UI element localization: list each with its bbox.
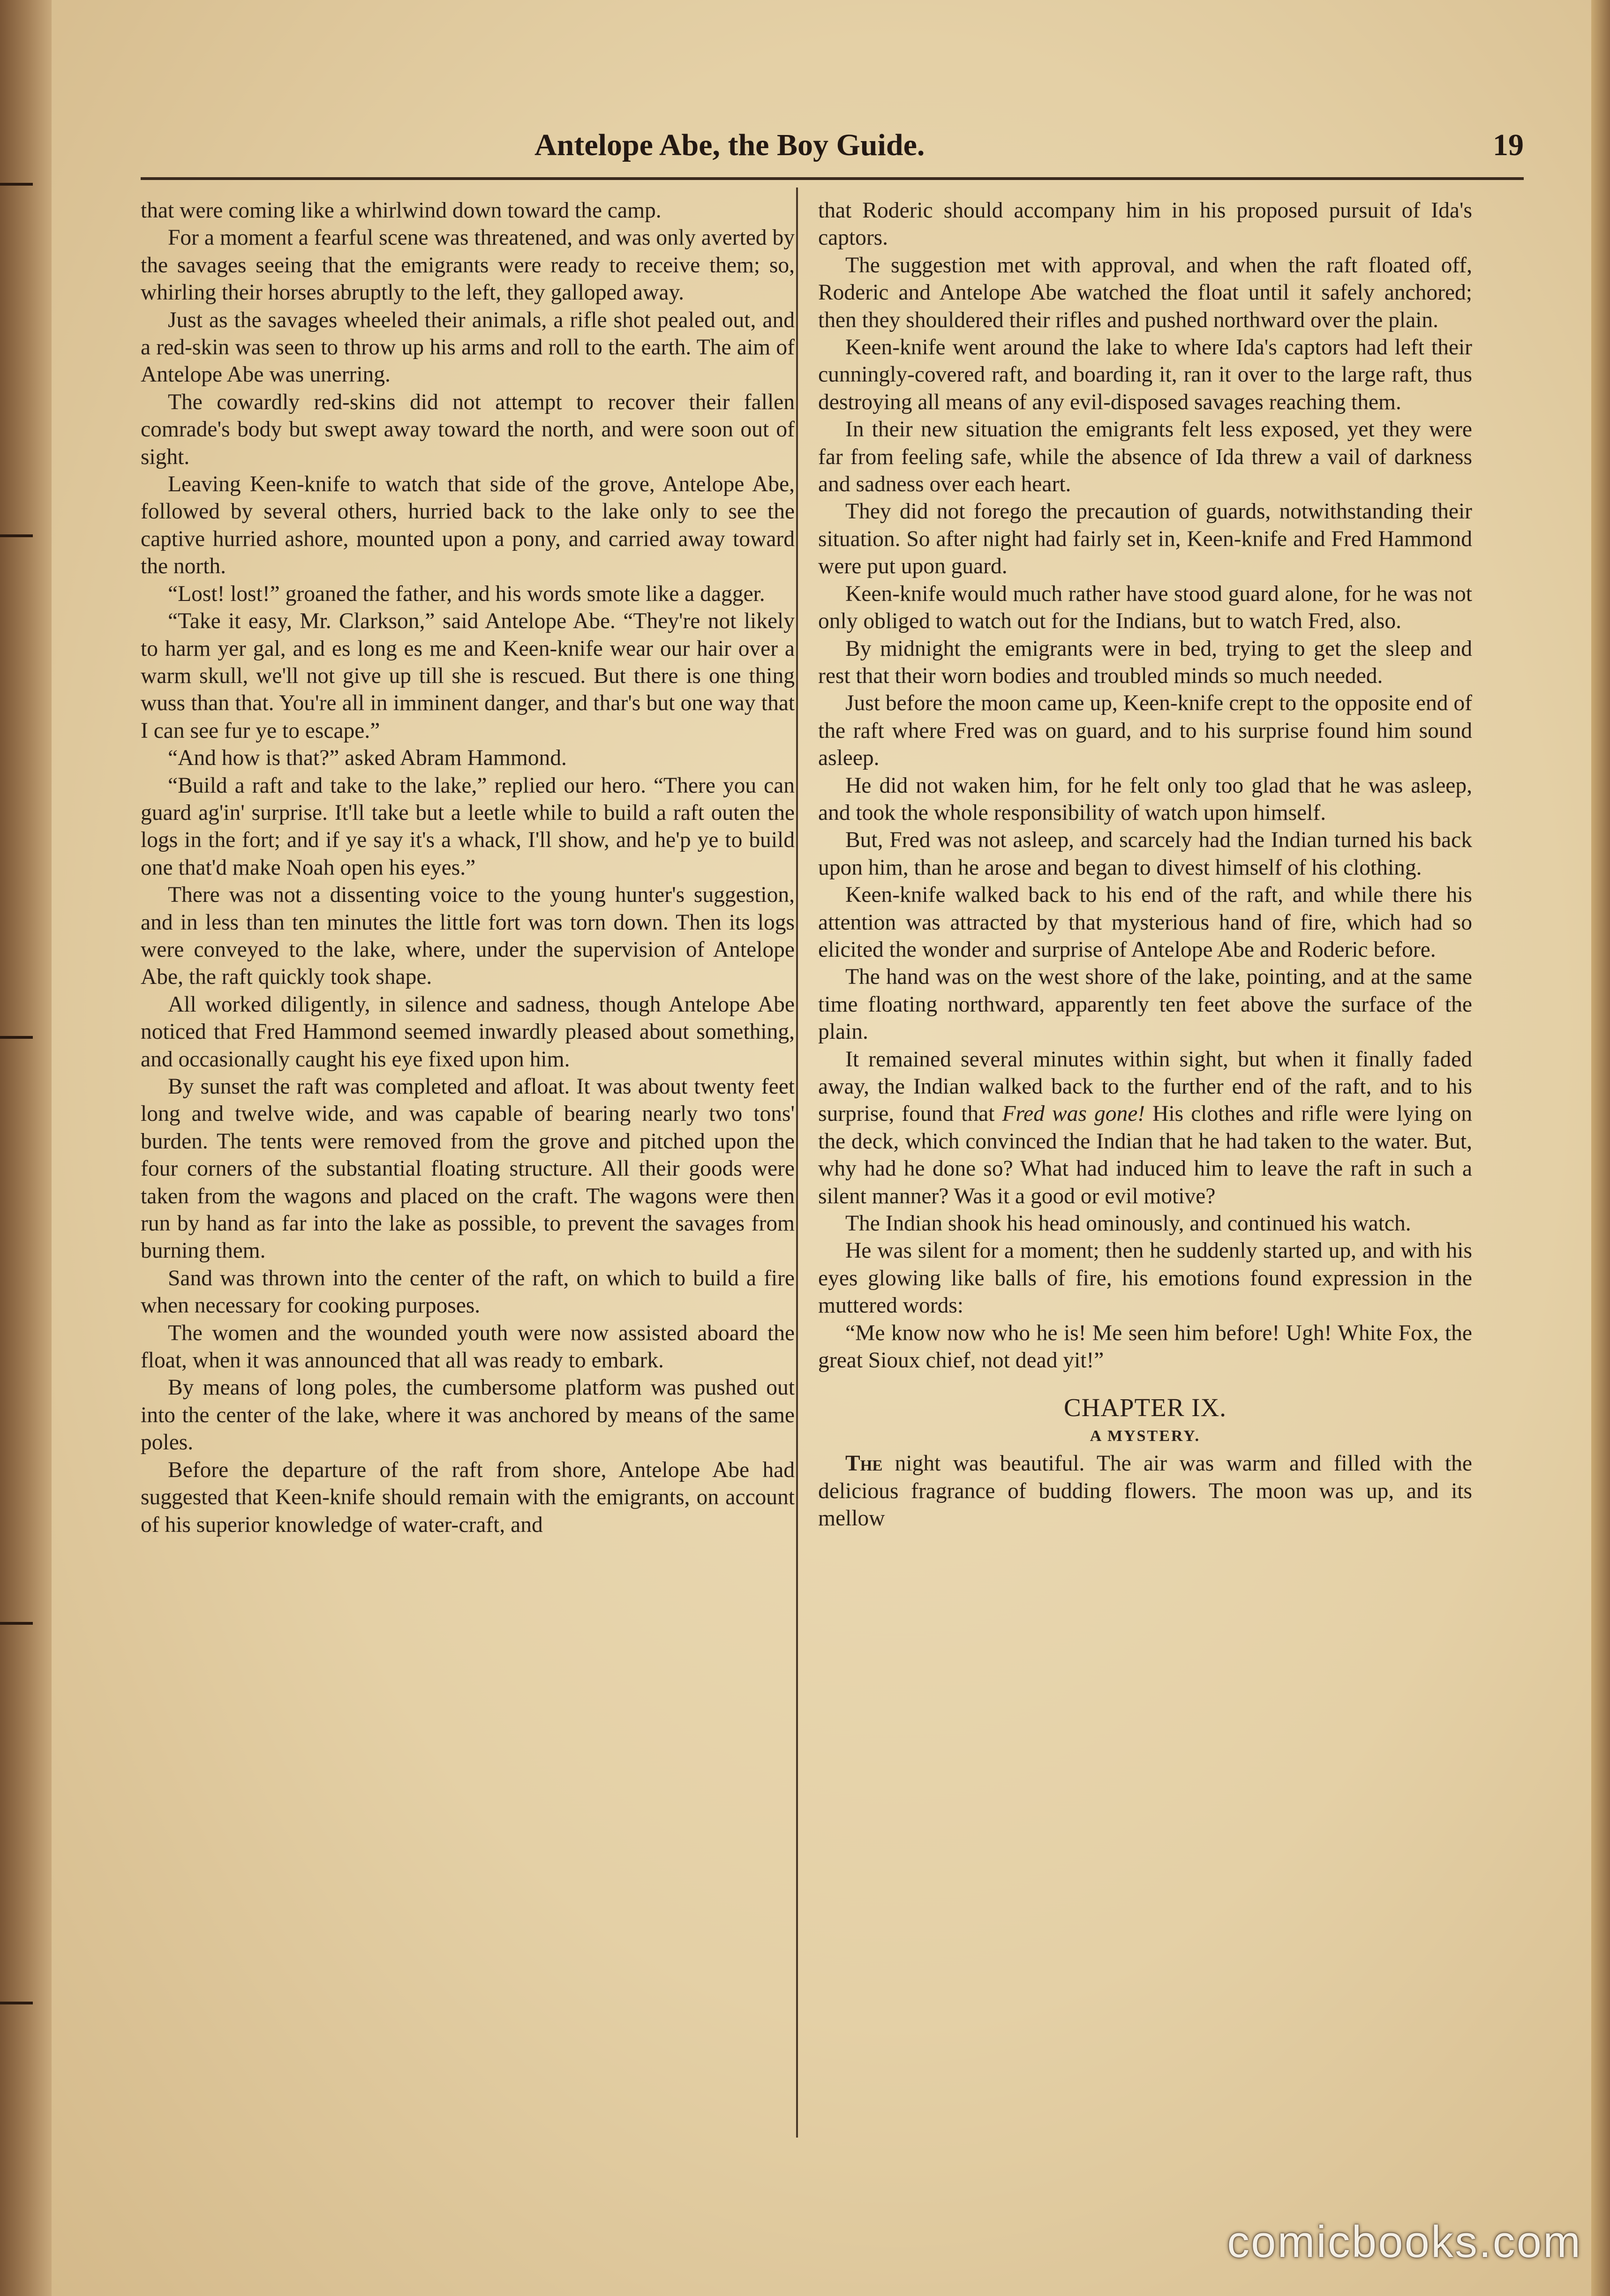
paragraph-text: night was beautiful. The air was warm and filled with the delicious fragrance of budding flowers. The moon was up, and its mellow — [818, 1451, 1472, 1531]
paragraph: By means of long poles, the cumbersome platform was pushed out into the center of the lake, where it was anchored by means of the same poles. — [141, 1375, 795, 1455]
paragraph: “Take it easy, Mr. Clarkson,” said Antelope Abe. “They're not likely to harm yer gal, and es long es me and Keen-knife wear our hair over a warm skull, we'll not give up till she is rescued. But there is one thing wuss than that. You're all in imminent danger, and thar's but one way that I can see fur ye to escape.” — [141, 609, 795, 743]
paragraph: “Build a raft and take to the lake,” replied our hero. “There you can guard ag'in' surprise. It'll take but a leetle while to build a raft outen the logs in the fort; and if ye say it's a whack, I'll show, and he'p ye to build one that'd make Noah open his eyes.” — [141, 773, 795, 880]
paragraph: But, Fred was not asleep, and scarcely had the Indian turned his back upon him, than he arose and began to divest himself of his clothing. — [818, 828, 1472, 880]
emphasis-text: Fred was gone! — [1002, 1102, 1145, 1126]
page-right-edge — [1591, 0, 1610, 2296]
paragraph: Before the departure of the raft from shore, Antelope Abe had suggested that Keen-knife should remain with the emigrants, on account of his superior knowledge of water-craft, and — [141, 1457, 795, 1537]
paragraph: The cowardly red-skins did not attempt to recover their fallen comrade's body but swept away toward the north, and were soon out of sight. — [141, 390, 795, 469]
paragraph: Keen-knife went around the lake to where Ida's captors had left their cunningly-covered raft, and boarding it, ran it over to the large raft, thus destroying all means of any evil-disposed savages reaching them. — [818, 335, 1472, 414]
paragraph: He was silent for a moment; then he suddenly started up, and with his eyes glowing like balls of fire, his emotions found expression in the muttered words: — [818, 1238, 1472, 1318]
column-divider — [796, 188, 798, 2138]
watermark: comicbooks.com — [1227, 2217, 1582, 2267]
binding-stitch — [0, 534, 33, 537]
left-column — [141, 197, 795, 2133]
paragraph: Leaving Keen-knife to watch that side of the grove, Antelope Abe, followed by several others, hurried back to the lake only to see the captive hurried ashore, mounted upon a pony, and carried away toward the north. — [141, 472, 795, 579]
right-column — [818, 197, 1472, 2133]
page-number: 19 — [1493, 128, 1524, 162]
paragraph: The hand was on the west shore of the lake, pointing, and at the same time floating northward, apparently ten feet above the surface of the plain. — [818, 965, 1472, 1044]
paragraph: “Lost! lost!” groaned the father, and his words smote like a dagger. — [168, 581, 765, 606]
paragraph: “And how is that?” asked Abram Hammond. — [168, 746, 567, 771]
running-head — [534, 120, 1524, 171]
paragraph — [818, 1450, 1472, 1532]
paragraph: that were coming like a whirlwind down toward the camp. — [141, 198, 662, 223]
paragraph: For a moment a fearful scene was threatened, and was only averted by the savages seeing that the emigrants were ready to receive them; so, whirling their horses abruptly to the left, they galloped away. — [141, 225, 795, 305]
running-title: Antelope Abe, the Boy Guide. — [534, 128, 925, 162]
paragraph: By midnight the emigrants were in bed, trying to get the sleep and rest that their worn bodies and troubled minds so much needed. — [818, 636, 1472, 688]
paragraph: Just as the savages wheeled their animals, a rifle shot pealed out, and a red-skin was seen to throw up his arms and roll to the earth. The aim of Antelope Abe was unerring. — [141, 308, 795, 387]
paragraph: Keen-knife walked back to his end of the raft, and while there his attention was attracted by that mysterious hand of fire, which had so elicited the wonder and surprise of Antelope Abe and Roderic before. — [818, 883, 1472, 962]
paragraph-text: It remained several minutes within sight, but when it finally faded away, the Indian walked back to the further end of the raft, and to his surprise, found that — [818, 1047, 1472, 1126]
chapter-heading: CHAPTER IX. — [1063, 1393, 1227, 1422]
paragraph: In their new situation the emigrants felt less exposed, yet they were far from feeling safe, while the absence of Ida threw a vail of darkness and sadness over each heart. — [818, 417, 1472, 497]
binding-stitch — [0, 183, 33, 186]
paragraph: The Indian shook his head ominously, and continued his watch. — [845, 1211, 1411, 1236]
header-rule — [141, 177, 1524, 180]
paragraph: They did not forego the precaution of guards, notwithstanding their situation. So after night had fairly set in, Keen-knife and Fred Hammond were put upon guard. — [818, 499, 1472, 579]
chapter-subtitle: A MYSTERY. — [1090, 1427, 1201, 1445]
paragraph: Just before the moon came up, Keen-knife crept to the opposite end of the raft where Fred was on guard, and to his surprise found him sound asleep. — [818, 691, 1472, 771]
paragraph: that Roderic should accompany him in his proposed pursuit of Ida's captors. — [818, 198, 1472, 250]
paragraph: By sunset the raft was completed and afloat. It was about twenty feet long and twelve wide, and was capable of bearing nearly two tons' burden. The tents were removed from the grove and pitched upon the four corners of the substantial floating structure. All their goods were taken from the wagons and placed on the craft. The wagons were then run by hand as far into the lake as possible, to prevent the savages from burning them. — [141, 1074, 795, 1263]
chapter-lead-word: The — [845, 1451, 883, 1476]
paragraph: “Me know now who he is! Me seen him before! Ugh! White Fox, the great Sioux chief, not dead yit!” — [818, 1321, 1472, 1373]
paragraph-text: His clothes and rifle were lying on the deck, which convinced the Indian that he had taken to the water. But, why had he done so? What had induced him to leave the raft in such a silent manner? Was it a good or evil motive? — [818, 1102, 1472, 1208]
paragraph: The women and the wounded youth were now assisted aboard the float, when it was announced that all was ready to embark. — [141, 1321, 795, 1373]
paragraph: He did not waken him, for he felt only too glad that he was asleep, and took the whole responsibility of watch upon himself. — [818, 773, 1472, 825]
book-page — [52, 0, 1591, 2296]
binding-stitch — [0, 1036, 33, 1039]
paragraph: Sand was thrown into the center of the raft, on which to build a fire when necessary for cooking purposes. — [141, 1266, 795, 1318]
binding-stitch — [0, 1622, 33, 1625]
paragraph: Keen-knife would much rather have stood guard alone, for he was not only obliged to watch out for the Indians, but to watch Fred, also. — [818, 581, 1472, 634]
paragraph: The suggestion met with approval, and when the raft floated off, Roderic and Antelope Abe watched the float until it safely anchored; then they shouldered their rifles and pushed northward over the plain. — [818, 253, 1472, 332]
paragraph — [818, 1046, 1472, 1210]
binding-edge — [0, 0, 52, 2296]
paragraph: There was not a dissenting voice to the young hunter's suggestion, and in less than ten minutes the little fort was torn down. Then its logs were conveyed to the lake, where, under the supervision of Antelope Abe, the raft quickly took shape. — [141, 883, 795, 990]
binding-stitch — [0, 2002, 33, 2004]
paragraph: All worked diligently, in silence and sadness, though Antelope Abe noticed that Fred Hammond seemed inwardly pleased about something, and occasionally caught his eye fixed upon him. — [141, 992, 795, 1072]
